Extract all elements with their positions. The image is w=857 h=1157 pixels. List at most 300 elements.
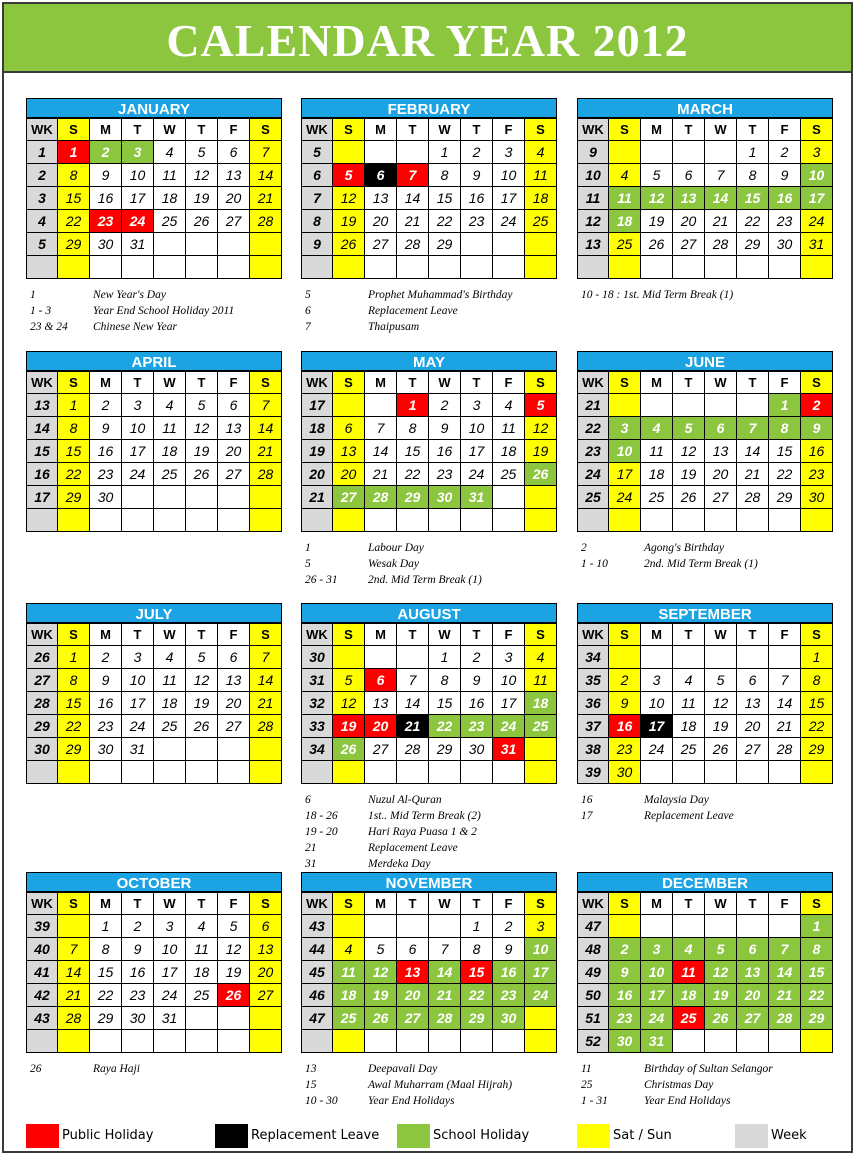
month-july	[26, 603, 282, 784]
weekday-header: S	[58, 893, 90, 915]
note-text: Thaipusam	[368, 321, 420, 333]
day-cell: 10	[154, 938, 186, 961]
week-header: WK	[27, 372, 58, 394]
note-line	[305, 824, 575, 840]
day-cell: 25	[186, 984, 218, 1007]
weekday-header: S	[525, 624, 557, 646]
day-cell: 5	[705, 669, 737, 692]
day-cell: 2	[429, 394, 461, 417]
weekday-header: T	[461, 119, 493, 141]
week-header: WK	[302, 372, 333, 394]
day-cell: 31	[461, 486, 493, 509]
empty-cell	[250, 233, 282, 256]
day-cell: 21	[737, 463, 769, 486]
weekday-header: S	[801, 624, 833, 646]
day-cell: 2	[90, 646, 122, 669]
empty-cell	[397, 256, 429, 279]
day-cell: 3	[641, 938, 673, 961]
empty-cell	[737, 915, 769, 938]
day-cell: 24	[801, 210, 833, 233]
week-row	[302, 394, 557, 417]
day-cell: 28	[737, 486, 769, 509]
empty-cell	[737, 394, 769, 417]
weekday-header: W	[154, 372, 186, 394]
weekday-header: T	[737, 624, 769, 646]
empty-cell	[429, 761, 461, 784]
day-cell: 20	[737, 715, 769, 738]
note-line	[30, 319, 300, 335]
day-cell: 4	[641, 417, 673, 440]
empty-cell	[705, 915, 737, 938]
day-cell: 1	[801, 915, 833, 938]
day-cell: 19	[705, 984, 737, 1007]
day-cell: 12	[186, 164, 218, 187]
day-cell: 31	[801, 233, 833, 256]
empty-cell	[429, 1030, 461, 1053]
day-cell: 30	[493, 1007, 525, 1030]
day-cell: 17	[641, 984, 673, 1007]
empty-cell	[218, 738, 250, 761]
legend-swatch	[397, 1124, 430, 1148]
legend-swatch	[215, 1124, 248, 1148]
note-text: Year End School Holiday 2011	[93, 305, 235, 317]
week-number: 23	[578, 440, 609, 463]
day-cell: 16	[769, 187, 801, 210]
empty-cell	[609, 394, 641, 417]
note-date: 16	[581, 794, 593, 806]
day-cell: 13	[218, 417, 250, 440]
week-number	[578, 509, 609, 532]
week-number: 39	[578, 761, 609, 784]
week-row	[302, 961, 557, 984]
week-row	[27, 233, 282, 256]
day-cell: 27	[218, 210, 250, 233]
day-cell: 21	[397, 715, 429, 738]
note-text: Nuzul Al-Quran	[368, 794, 442, 806]
empty-cell	[58, 509, 90, 532]
day-cell: 6	[365, 669, 397, 692]
weekday-header: S	[801, 893, 833, 915]
day-cell: 28	[58, 1007, 90, 1030]
day-cell: 25	[641, 486, 673, 509]
day-cell: 26	[186, 715, 218, 738]
weekday-header: W	[705, 624, 737, 646]
day-cell: 7	[365, 417, 397, 440]
day-cell: 15	[397, 440, 429, 463]
weekday-header: T	[122, 893, 154, 915]
day-cell: 26	[641, 233, 673, 256]
week-number: 13	[27, 394, 58, 417]
week-row	[578, 256, 833, 279]
day-cell: 5	[186, 141, 218, 164]
week-row	[302, 1007, 557, 1030]
note-text: Malaysia Day	[644, 794, 709, 806]
week-number: 6	[302, 164, 333, 187]
note-date: 13	[305, 1063, 317, 1075]
empty-cell	[641, 509, 673, 532]
month-june	[577, 351, 833, 570]
empty-cell	[769, 761, 801, 784]
week-number: 27	[27, 669, 58, 692]
day-cell: 17	[122, 440, 154, 463]
note-date: 7	[305, 321, 311, 333]
empty-cell	[58, 1030, 90, 1053]
week-row	[27, 164, 282, 187]
day-cell: 17	[154, 961, 186, 984]
day-cell: 14	[250, 164, 282, 187]
legend-swatch	[735, 1124, 768, 1148]
weekday-header: T	[186, 372, 218, 394]
day-cell: 25	[154, 715, 186, 738]
day-cell: 3	[493, 646, 525, 669]
day-cell: 3	[154, 915, 186, 938]
empty-cell	[673, 394, 705, 417]
month-notes	[30, 287, 300, 335]
week-row	[27, 692, 282, 715]
empty-cell	[122, 761, 154, 784]
week-number: 18	[302, 417, 333, 440]
weekday-header: M	[365, 624, 397, 646]
week-row	[578, 210, 833, 233]
note-line	[581, 1093, 851, 1109]
day-cell: 21	[250, 187, 282, 210]
day-cell: 1	[429, 141, 461, 164]
day-cell: 10	[493, 164, 525, 187]
note-line	[581, 287, 851, 303]
day-cell: 30	[90, 738, 122, 761]
week-row	[27, 715, 282, 738]
day-cell: 10	[609, 440, 641, 463]
day-cell: 27	[737, 738, 769, 761]
note-text: Replacement Leave	[368, 305, 458, 317]
day-cell: 5	[333, 164, 365, 187]
week-number: 17	[302, 394, 333, 417]
day-cell: 26	[365, 1007, 397, 1030]
day-cell: 30	[609, 761, 641, 784]
day-cell: 12	[525, 417, 557, 440]
month-table	[577, 371, 833, 532]
day-cell: 28	[769, 738, 801, 761]
empty-cell	[801, 761, 833, 784]
day-cell: 29	[769, 486, 801, 509]
week-row	[27, 915, 282, 938]
week-row	[302, 669, 557, 692]
day-cell: 23	[493, 984, 525, 1007]
week-row	[578, 440, 833, 463]
week-number	[578, 256, 609, 279]
day-cell: 31	[122, 233, 154, 256]
day-cell: 14	[705, 187, 737, 210]
day-cell: 24	[641, 1007, 673, 1030]
day-cell: 30	[801, 486, 833, 509]
day-cell: 17	[641, 715, 673, 738]
day-cell: 11	[154, 669, 186, 692]
day-cell: 23	[122, 984, 154, 1007]
week-number: 21	[302, 486, 333, 509]
empty-cell	[365, 915, 397, 938]
note-date: 18 - 26	[305, 810, 338, 822]
empty-cell	[673, 141, 705, 164]
weekday-header: M	[90, 893, 122, 915]
empty-cell	[122, 256, 154, 279]
week-number: 5	[302, 141, 333, 164]
empty-cell	[769, 646, 801, 669]
day-cell: 23	[461, 210, 493, 233]
day-cell: 17	[525, 961, 557, 984]
note-text: 1st.. Mid Term Break (2)	[368, 810, 481, 822]
note-line	[581, 540, 851, 556]
week-row	[302, 715, 557, 738]
day-cell: 27	[673, 233, 705, 256]
day-cell: 11	[525, 669, 557, 692]
empty-cell	[609, 256, 641, 279]
week-row	[578, 164, 833, 187]
empty-cell	[493, 233, 525, 256]
week-number: 10	[578, 164, 609, 187]
note-text: Prophet Muhammad's Birthday	[368, 289, 513, 301]
day-cell: 14	[365, 440, 397, 463]
month-table	[301, 371, 557, 532]
note-line	[305, 840, 575, 856]
week-number	[27, 509, 58, 532]
month-notes	[305, 540, 575, 588]
month-table	[577, 623, 833, 784]
week-row	[27, 187, 282, 210]
note-date: 6	[305, 794, 311, 806]
legend-swatch	[577, 1124, 610, 1148]
week-number: 40	[27, 938, 58, 961]
week-row	[302, 210, 557, 233]
legend-label: Replacement Leave	[251, 1128, 380, 1143]
day-cell: 23	[801, 463, 833, 486]
day-cell: 6	[333, 417, 365, 440]
day-cell: 6	[397, 938, 429, 961]
day-cell: 11	[525, 164, 557, 187]
day-cell: 22	[769, 463, 801, 486]
empty-cell	[705, 256, 737, 279]
week-number: 30	[27, 738, 58, 761]
day-cell: 20	[218, 692, 250, 715]
week-number: 24	[578, 463, 609, 486]
day-cell: 16	[461, 187, 493, 210]
day-cell: 15	[58, 440, 90, 463]
note-date: 23 & 24	[30, 321, 68, 333]
week-number	[302, 509, 333, 532]
month-table	[577, 892, 833, 1053]
day-cell: 21	[705, 210, 737, 233]
day-cell: 18	[525, 187, 557, 210]
week-row	[27, 440, 282, 463]
day-cell: 31	[641, 1030, 673, 1053]
note-text: 2nd. Mid Term Break (1)	[368, 574, 482, 586]
week-row	[27, 486, 282, 509]
day-cell: 20	[365, 715, 397, 738]
day-cell: 18	[525, 692, 557, 715]
day-cell: 7	[58, 938, 90, 961]
day-cell: 12	[705, 961, 737, 984]
week-row	[302, 164, 557, 187]
day-cell: 28	[365, 486, 397, 509]
empty-cell	[397, 141, 429, 164]
day-cell: 29	[429, 233, 461, 256]
day-cell: 9	[461, 669, 493, 692]
day-cell: 2	[801, 394, 833, 417]
week-header: WK	[578, 893, 609, 915]
day-cell: 9	[493, 938, 525, 961]
week-row	[578, 509, 833, 532]
day-cell: 8	[801, 669, 833, 692]
week-row	[302, 1030, 557, 1053]
week-number: 29	[27, 715, 58, 738]
empty-cell	[218, 1007, 250, 1030]
day-cell: 29	[801, 738, 833, 761]
note-line	[305, 1093, 575, 1109]
day-cell: 12	[333, 692, 365, 715]
day-cell: 18	[186, 961, 218, 984]
day-cell: 19	[186, 440, 218, 463]
week-number: 45	[302, 961, 333, 984]
day-cell: 29	[429, 738, 461, 761]
weekday-header: F	[769, 372, 801, 394]
empty-cell	[609, 646, 641, 669]
week-row	[27, 738, 282, 761]
weekday-header: W	[705, 119, 737, 141]
day-cell: 26	[705, 738, 737, 761]
note-line	[30, 287, 300, 303]
note-text: Chinese New Year	[93, 321, 177, 333]
note-text: Year End Holidays	[368, 1095, 455, 1107]
day-cell: 17	[801, 187, 833, 210]
day-cell: 14	[397, 692, 429, 715]
empty-cell	[493, 509, 525, 532]
week-row	[578, 761, 833, 784]
empty-cell	[673, 646, 705, 669]
week-number: 9	[302, 233, 333, 256]
empty-cell	[333, 509, 365, 532]
week-number: 42	[27, 984, 58, 1007]
day-cell: 10	[525, 938, 557, 961]
week-row	[578, 1007, 833, 1030]
weekday-header: F	[493, 119, 525, 141]
day-cell: 23	[461, 715, 493, 738]
day-cell: 17	[493, 187, 525, 210]
empty-cell	[429, 509, 461, 532]
empty-cell	[186, 1030, 218, 1053]
empty-cell	[737, 646, 769, 669]
day-cell: 24	[493, 715, 525, 738]
day-cell: 25	[493, 463, 525, 486]
day-cell: 9	[769, 164, 801, 187]
day-cell: 13	[673, 187, 705, 210]
note-text: Replacement Leave	[368, 842, 458, 854]
weekday-header: F	[493, 624, 525, 646]
day-cell: 21	[769, 715, 801, 738]
day-cell: 24	[122, 715, 154, 738]
day-cell: 26	[333, 233, 365, 256]
day-cell: 3	[609, 417, 641, 440]
day-cell: 5	[218, 915, 250, 938]
empty-cell	[705, 141, 737, 164]
day-cell: 16	[609, 715, 641, 738]
day-cell: 18	[333, 984, 365, 1007]
day-cell: 23	[609, 738, 641, 761]
week-number	[27, 1030, 58, 1053]
empty-cell	[333, 646, 365, 669]
day-cell: 8	[90, 938, 122, 961]
day-cell: 30	[90, 233, 122, 256]
empty-cell	[333, 394, 365, 417]
day-cell: 10	[122, 417, 154, 440]
week-row	[578, 692, 833, 715]
day-cell: 21	[250, 692, 282, 715]
empty-cell	[250, 1030, 282, 1053]
day-cell: 29	[801, 1007, 833, 1030]
weekday-header: T	[673, 372, 705, 394]
month-february	[301, 98, 557, 333]
note-date: 1 - 3	[30, 305, 52, 317]
day-cell: 11	[186, 938, 218, 961]
day-cell: 19	[365, 984, 397, 1007]
day-cell: 8	[461, 938, 493, 961]
day-cell: 14	[58, 961, 90, 984]
week-row	[302, 761, 557, 784]
legend-label: Week	[771, 1128, 807, 1143]
month-title: APRIL	[26, 351, 282, 371]
week-row	[27, 463, 282, 486]
empty-cell	[525, 761, 557, 784]
day-cell: 21	[365, 463, 397, 486]
empty-cell	[365, 394, 397, 417]
day-cell: 9	[801, 417, 833, 440]
weekday-header: T	[122, 624, 154, 646]
day-cell: 17	[609, 463, 641, 486]
note-text: New Year's Day	[93, 289, 166, 301]
note-date: 1 - 10	[581, 558, 608, 570]
day-cell: 2	[769, 141, 801, 164]
weekday-header: S	[609, 624, 641, 646]
day-cell: 14	[397, 187, 429, 210]
week-row	[27, 669, 282, 692]
week-row	[578, 938, 833, 961]
week-row	[302, 915, 557, 938]
weekday-header: W	[705, 372, 737, 394]
month-table	[26, 118, 282, 279]
note-line	[305, 556, 575, 572]
day-cell: 12	[186, 417, 218, 440]
day-cell: 29	[90, 1007, 122, 1030]
week-number: 17	[27, 486, 58, 509]
day-cell: 3	[641, 669, 673, 692]
day-cell: 8	[58, 669, 90, 692]
day-cell: 15	[801, 961, 833, 984]
day-cell: 15	[429, 692, 461, 715]
week-number: 51	[578, 1007, 609, 1030]
empty-cell	[397, 761, 429, 784]
day-cell: 24	[461, 463, 493, 486]
week-row	[27, 417, 282, 440]
weekday-header: T	[461, 893, 493, 915]
week-row	[578, 486, 833, 509]
empty-cell	[250, 738, 282, 761]
empty-cell	[525, 256, 557, 279]
week-row	[578, 394, 833, 417]
weekday-header: F	[218, 119, 250, 141]
weekday-header: W	[705, 893, 737, 915]
day-cell: 23	[90, 210, 122, 233]
weekday-header: S	[333, 372, 365, 394]
day-cell: 7	[705, 164, 737, 187]
weekday-header: S	[525, 893, 557, 915]
